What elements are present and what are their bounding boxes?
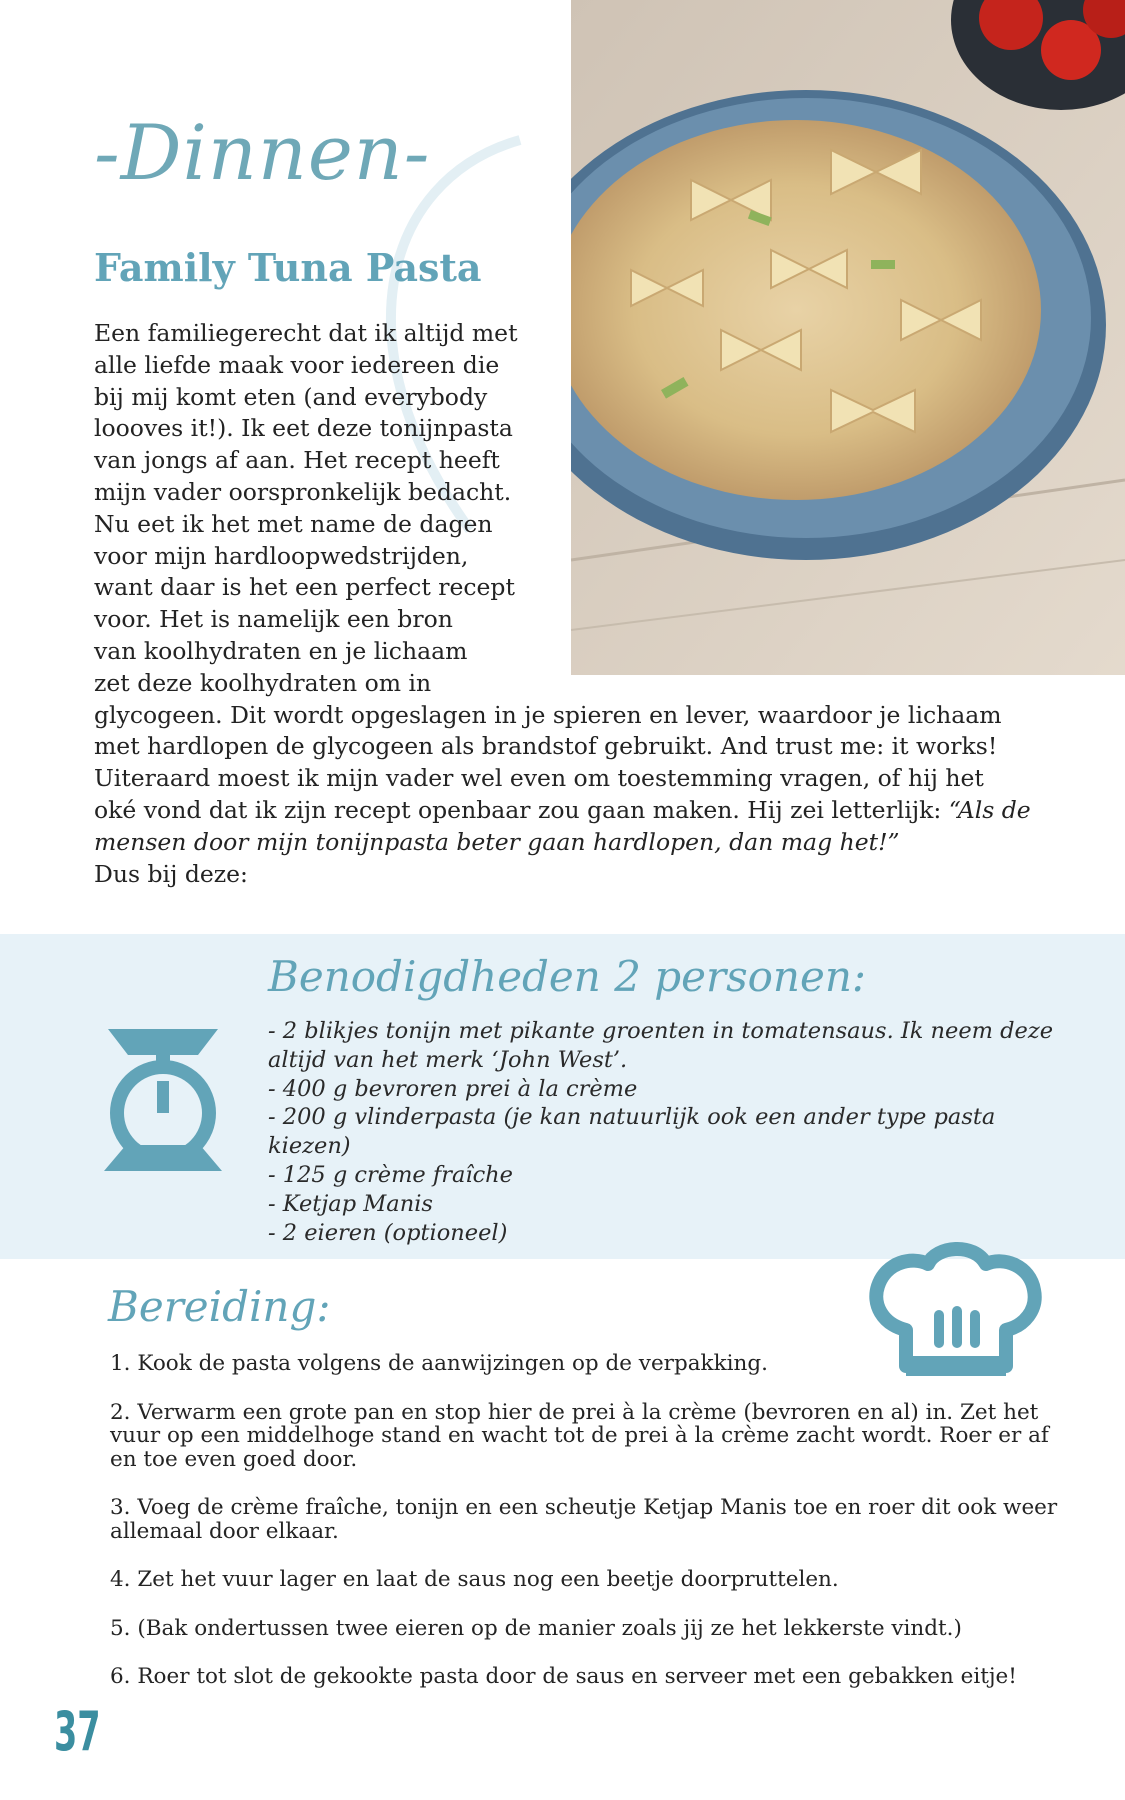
- intro-line: bij mij komt eten (and everybody: [94, 382, 488, 411]
- intro-line: voor mijn hardloopwedstrijden,: [94, 541, 469, 570]
- page-number: 37: [54, 1700, 101, 1763]
- intro-line: glycogeen. Dit wordt opgeslagen in je spieren en lever, waardoor je lichaam: [94, 700, 1002, 729]
- step-item: 2. Verwarm een grote pan en stop hier de prei à la crème (bevroren en al) in. Zet het vuur op een middelhoge stand en wacht tot de prei à la crème zacht wordt. Roer er af en toe even goed door.: [110, 1399, 1049, 1472]
- step-item: 5. (Bak ondertussen twee eieren op de manier zoals jij ze het lekkerste vindt.): [110, 1615, 962, 1641]
- step-item: 1. Kook de pasta volgens de aanwijzingen op de verpakking.: [110, 1351, 768, 1376]
- quote-lead: oké vond dat ik zijn recept openbaar zou gaan maken. Hij zei letterlijk:: [94, 795, 949, 824]
- intro-line: mijn vader oorspronkelijk bedacht.: [94, 477, 512, 506]
- step-item: 6. Roer tot slot de gekookte pasta door de saus en serveer met een gebakken eitje!: [110, 1664, 1017, 1689]
- quote-start: “Als de: [948, 795, 1031, 824]
- ingredient-item: - 2 blikjes tonijn met pikante groenten in tomatensaus. Ik neem deze: [268, 1018, 1054, 1044]
- ingredient-item: - 400 g bevroren prei à la crème: [268, 1075, 638, 1102]
- intro-line: voor. Het is namelijk een bron: [94, 605, 453, 634]
- recipe-title: Family Tuna Pasta: [94, 245, 482, 290]
- ingredients-heading: Benodigdheden 2 personen:: [268, 952, 867, 1001]
- step-item: 4. Zet het vuur lager en laat de saus nog een beetje doorpruttelen.: [110, 1567, 839, 1592]
- ingredient-item: - 125 g crème fraîche: [268, 1161, 513, 1188]
- intro-narrow-block: [94, 318, 534, 700]
- intro-line: Een familiegerecht dat ik altijd met: [94, 319, 518, 347]
- intro-quote-line: [94, 795, 1054, 827]
- step-item: 3. Voeg de crème fraîche, tonijn en een scheutje Ketjap Manis toe en roer dit ook weer allemaal door elkaar.: [110, 1495, 1058, 1544]
- intro-line: zet deze koolhydraten om in: [94, 668, 432, 697]
- ingredient-item: - Ketjap Manis: [268, 1190, 433, 1217]
- intro-line: loooves it!). Ik eet deze tonijnpasta: [94, 414, 513, 443]
- intro-text: [94, 318, 1054, 890]
- section-heading: -Dinnen-: [94, 108, 431, 197]
- quote-end: mensen door mijn tonijnpasta beter gaan hardlopen, dan mag het!”: [94, 827, 900, 856]
- intro-line: alle liefde maak voor iedereen die: [94, 350, 500, 379]
- intro-line: van koolhydraten en je lichaam: [94, 636, 468, 665]
- kitchen-scale-icon: [104, 1025, 222, 1173]
- intro-line: Uiteraard moest ik mijn vader wel even om toestemming vragen, of hij het: [94, 764, 984, 793]
- preparation-heading: Bereiding:: [108, 1282, 331, 1331]
- intro-closing: Dus bij deze:: [94, 859, 248, 888]
- intro-line: Nu eet ik het met name de dagen: [94, 509, 493, 538]
- ingredient-item: - 200 g vlinderpasta (je kan natuurlijk ook een ander type pasta kiezen): [268, 1104, 996, 1160]
- intro-line: met hardlopen de glycogeen als brandstof gebruikt. And trust me: it works!: [94, 732, 998, 761]
- intro-quote-line: [94, 827, 1054, 859]
- intro-line: van jongs af aan. Het recept heeft: [94, 446, 500, 475]
- ingredient-item: altijd van het merk ‘John West’.: [268, 1046, 628, 1073]
- ingredients-list: [268, 1017, 1068, 1247]
- intro-line: want daar is het een perfect recept: [94, 573, 515, 602]
- preparation-steps: [110, 1352, 1060, 1714]
- ingredient-item: - 2 eieren (optioneel): [268, 1219, 508, 1246]
